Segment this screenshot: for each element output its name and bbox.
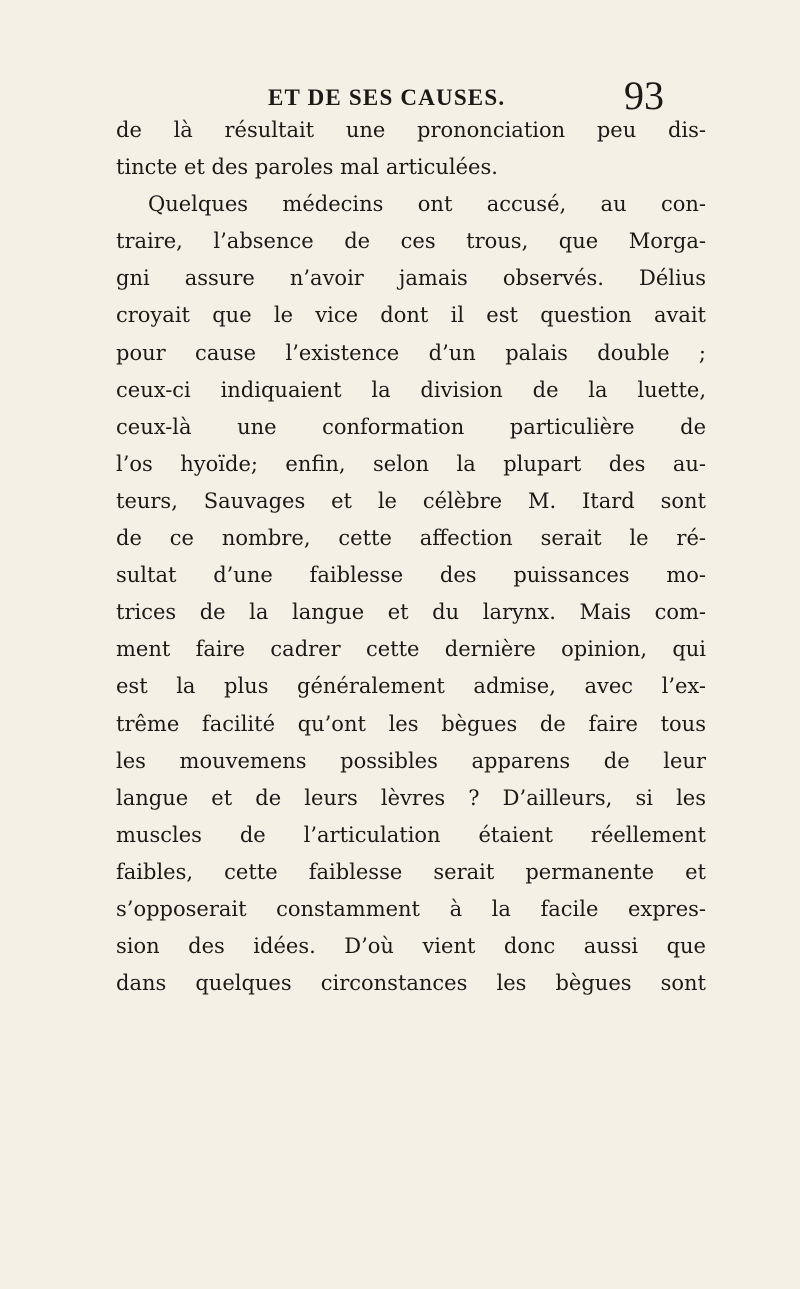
text-line: croyait que le vice dont il est question avait <box>116 303 706 328</box>
running-title: ET DE SES CAUSES. <box>268 85 506 110</box>
text-line: faibles, cette faiblesse serait permanente et <box>116 859 706 884</box>
text-line: Quelques médecins ont accusé, au con- <box>148 192 706 217</box>
text-line: sultat d’une faiblesse des puissances mo- <box>116 563 706 588</box>
text-line: sion des idées. D’où vient donc aussi que <box>116 934 706 959</box>
text-line: langue et de leurs lèvres ? D’ailleurs, si les <box>116 785 706 810</box>
text-line: traire, l’absence de ces trous, que Morga- <box>116 229 706 254</box>
text-line: l’os hyoïde; enfin, selon la plupart des au- <box>116 451 706 476</box>
text-line: teurs, Sauvages et le célèbre M. Itard sont <box>116 488 706 513</box>
text-line: ceux-ci indiquaient la division de la luette, <box>116 377 706 402</box>
text-line: trême facilité qu’ont les bègues de faire tous <box>116 711 706 736</box>
text-line: ceux-là une conformation particulière de <box>116 414 706 439</box>
running-header <box>0 73 800 118</box>
text-line: ment faire cadrer cette dernière opinion, qui <box>116 637 706 662</box>
text-line: trices de la langue et du larynx. Mais com- <box>116 600 706 625</box>
text-line: pour cause l’existence d’un palais double ; <box>116 340 706 365</box>
text-line: les mouvemens possibles apparens de leur <box>116 748 706 773</box>
text-line: est la plus généralement admise, avec l’ex- <box>116 674 706 699</box>
body-text <box>116 112 706 1002</box>
text-line: de là résultait une prononciation peu dis- <box>116 118 706 142</box>
page-number: 93 <box>624 73 664 118</box>
text-line: gni assure n’avoir jamais observés. Délius <box>116 266 706 291</box>
text-line: tincte et des paroles mal articulées. <box>116 155 498 180</box>
text-line: muscles de l’articulation étaient réellement <box>116 822 706 847</box>
text-line: de ce nombre, cette affection serait le ré- <box>116 526 706 551</box>
text-line: dans quelques circonstances les bègues sont <box>116 971 706 996</box>
text-line: s’opposerait constamment à la facile expres- <box>116 896 706 921</box>
